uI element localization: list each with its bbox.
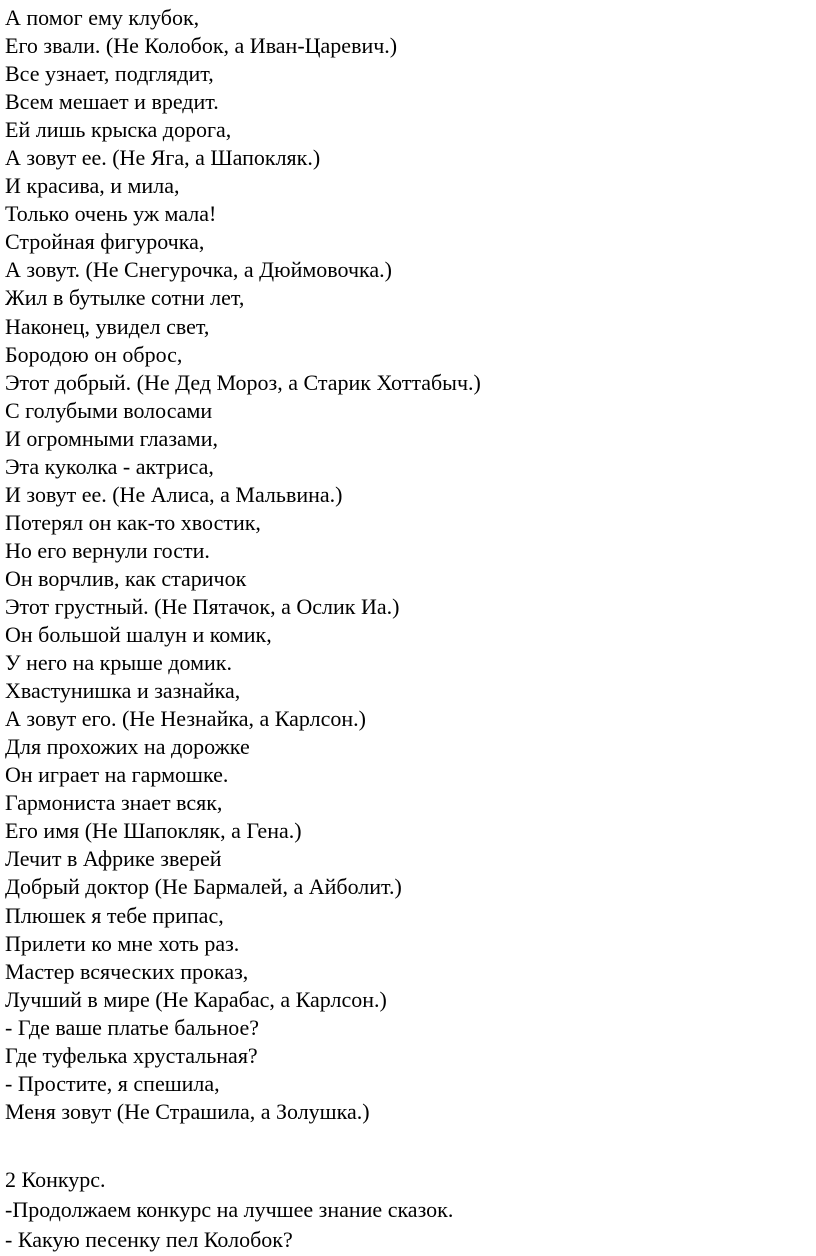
poem-line: Стройная фигурочка, (5, 229, 205, 255)
poem-line: И огромными глазами, (5, 425, 218, 451)
contest-intro: -Продолжаем конкурс на лучшее знание сказок. (5, 1197, 454, 1222)
poem-line: Жил в бутылке сотни лет, (5, 285, 245, 311)
poem-line: Этот грустный. (Не Пятачок, а Ослик Иа.) (5, 593, 400, 619)
poem-line: Этот добрый. (Не Дед Мороз, а Старик Хоттабыч.) (5, 369, 481, 395)
poem-line: А помог ему клубок, (5, 5, 200, 30)
poem-line: Его звали. (Не Колобок, а Иван-Царевич.) (5, 33, 398, 59)
poem-line: Добрый доктор (Не Бармалей, а Айболит.) (5, 874, 402, 900)
poem-line: Хвастунишка и зазнайка, (5, 678, 241, 704)
poem-line: Гармониста знает всяк, (5, 790, 223, 816)
poem-line: Наконец, увидел свет, (5, 313, 210, 339)
poem-line: Эта куколка - актриса, (5, 453, 214, 479)
poem-line: Ей лишь крыска дорога, (5, 117, 232, 143)
poem-line: С голубыми волосами (5, 397, 213, 423)
poem-line: А зовут ее. (Не Яга, а Шапокляк.) (5, 145, 321, 171)
poem-line: Лучший в мире (Не Карабас, а Карлсон.) (5, 986, 387, 1012)
poem-line: И красива, и мила, (5, 173, 180, 199)
contest-section (5, 1165, 453, 1255)
poem-line: Мастер всяческих проказ, (5, 958, 249, 984)
poem-line: И зовут ее. (Не Алиса, а Мальвина.) (5, 481, 343, 507)
poem-line: Для прохожих на дорожке (5, 734, 250, 760)
poem-line: У него на крыше домик. (5, 650, 232, 676)
poem-line: Бородою он оброс, (5, 341, 183, 367)
poem-line: Всем мешает и вредит. (5, 89, 219, 115)
poem-line: А зовут. (Не Снегурочка, а Дюймовочка.) (5, 257, 392, 283)
contest-heading: 2 Конкурс. (5, 1167, 106, 1192)
poem-line: Только очень уж мала! (5, 201, 217, 227)
poem-line: Он большой шалун и комик, (5, 622, 272, 648)
poem-line: Где туфелька хрустальная? (5, 1042, 258, 1068)
poem-line: - Где ваше платье бальное? (5, 1014, 260, 1040)
poem-line: Все узнает, подглядит, (5, 61, 214, 87)
poem-line: Но его вернули гости. (5, 537, 210, 563)
poem-line: А зовут его. (Не Незнайка, а Карлсон.) (5, 706, 366, 732)
contest-question: - Какую песенку пел Колобок? (5, 1227, 293, 1252)
poem-line: Он ворчлив, как старичок (5, 565, 247, 591)
poem-line: Он играет на гармошке. (5, 762, 229, 788)
poem-line: Лечит в Африке зверей (5, 846, 222, 872)
poem-line: Его имя (Не Шапокляк, а Гена.) (5, 818, 302, 844)
poem-text (5, 4, 481, 1126)
poem-line: Меня зовут (Не Страшила, а Золушка.) (5, 1098, 370, 1124)
poem-line: - Простите, я спешила, (5, 1070, 220, 1096)
poem-line: Плюшек я тебе припас, (5, 902, 224, 928)
poem-line: Прилети ко мне хоть раз. (5, 930, 240, 956)
poem-line: Потерял он как-то хвостик, (5, 509, 261, 535)
